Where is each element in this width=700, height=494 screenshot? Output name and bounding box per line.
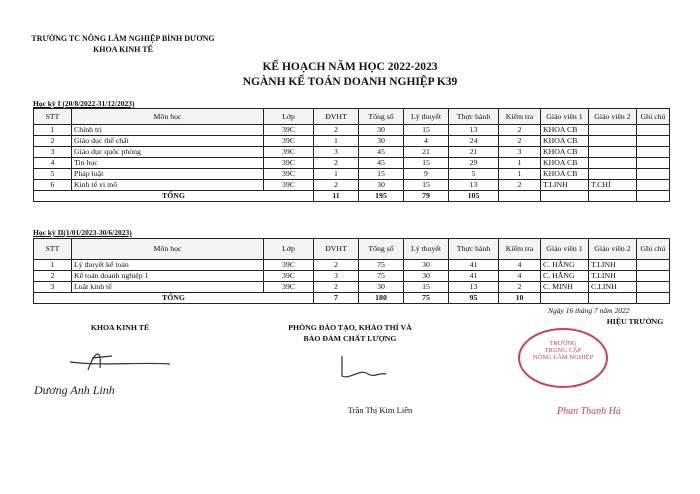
cell-exam: 4 [499, 271, 541, 282]
col-dvht: ĐVHT [314, 109, 359, 125]
col-subject: Môn học [72, 109, 264, 125]
semester-1-table [33, 108, 670, 202]
cell-teacher-1: KHOA CB [541, 136, 589, 147]
total-row [34, 191, 670, 202]
cell-dvht: 1 [314, 169, 359, 180]
col-teacher-1: Giáo viên 1 [541, 239, 589, 260]
cell-note [637, 180, 670, 191]
cell-class: 39C [264, 136, 314, 147]
col-teacher-1: Giáo viên 1 [541, 109, 589, 125]
col-stt: STT [34, 239, 72, 260]
cell-total: 45 [359, 158, 404, 169]
page-subtitle: NGÀNH KẾ TOÁN DOANH NGHIỆP K39 [242, 76, 458, 88]
cell-subject: Chính trị [72, 125, 264, 136]
table-row [34, 169, 670, 180]
col-practice: Thực hành [449, 239, 499, 260]
cell-subject: Pháp luật [72, 169, 264, 180]
cell-total: 30 [359, 125, 404, 136]
total-empty [541, 293, 589, 304]
cell-total: 30 [359, 282, 404, 293]
cell-stt: 1 [34, 260, 72, 271]
page-title: KẾ HOẠCH NĂM HỌC 2022-2023 [262, 61, 438, 73]
table-row [34, 136, 670, 147]
total-empty [589, 293, 637, 304]
cell-class: 39C [264, 282, 314, 293]
training-office-title-2: BẢO ĐẢM CHẤT LƯỢNG [303, 334, 397, 343]
cell-practice: 21 [449, 147, 499, 158]
cell-subject: Lý thuyết kế toán [72, 260, 264, 271]
cell-practice: 13 [449, 180, 499, 191]
cell-subject: Luật kinh tế [72, 282, 264, 293]
table-header-row [34, 109, 670, 125]
school-name: TRƯỜNG TC NÔNG LÂM NGHIỆP BÌNH DƯƠNG [31, 34, 215, 43]
table-row [34, 158, 670, 169]
col-stt: STT [34, 109, 72, 125]
faculty-signature-mark [40, 340, 190, 380]
cell-total: 45 [359, 147, 404, 158]
cell-total: 75 [359, 271, 404, 282]
cell-note [637, 169, 670, 180]
cell-class: 39C [264, 271, 314, 282]
cell-practice: 29 [449, 158, 499, 169]
semester-2-label: Học kỳ II(1/01/2023-30/6/2023) [33, 228, 132, 237]
total-dvht: 7 [314, 293, 359, 304]
cell-note [637, 271, 670, 282]
total-total: 180 [359, 293, 404, 304]
cell-total: 75 [359, 260, 404, 271]
cell-theory: 15 [404, 282, 449, 293]
cell-class: 39C [264, 125, 314, 136]
cell-stt: 3 [34, 147, 72, 158]
cell-stt: 6 [34, 180, 72, 191]
faculty-signer-name: Dương Anh Linh [34, 383, 115, 397]
cell-exam: 2 [499, 136, 541, 147]
col-total: Tổng số [359, 109, 404, 125]
cell-teacher-1: C. HẰNG [541, 260, 589, 271]
cell-practice: 13 [449, 125, 499, 136]
table-row [34, 180, 670, 191]
table-row [34, 271, 670, 282]
training-office-signer: Trần Thị Kim Liên [347, 405, 413, 415]
cell-subject: Giáo dục quốc phòng [72, 147, 264, 158]
cell-teacher-2 [589, 158, 637, 169]
cell-theory: 30 [404, 271, 449, 282]
training-office-title-1: PHÒNG ĐÀO TẠO, KHẢO THÍ VÀ [288, 323, 412, 332]
cell-theory: 15 [404, 125, 449, 136]
training-office-signature [330, 348, 390, 383]
cell-exam: 1 [499, 169, 541, 180]
cell-theory: 21 [404, 147, 449, 158]
cell-class: 39C [264, 180, 314, 191]
cell-dvht: 3 [314, 147, 359, 158]
stamp-line-3: NÔNG LÂM NGHIỆP [532, 354, 594, 361]
cell-theory: 15 [404, 180, 449, 191]
col-class: Lớp [264, 239, 314, 260]
cell-teacher-1: KHOA CB [541, 125, 589, 136]
total-label: TỔNG [34, 191, 314, 202]
col-subject: Môn học [72, 239, 264, 260]
cell-theory: 15 [404, 158, 449, 169]
cell-stt: 1 [34, 125, 72, 136]
cell-total: 30 [359, 136, 404, 147]
cell-theory: 4 [404, 136, 449, 147]
cell-subject: Kinh tế vi mô [72, 180, 264, 191]
cell-dvht: 2 [314, 125, 359, 136]
cell-dvht: 2 [314, 158, 359, 169]
cell-dvht: 2 [314, 180, 359, 191]
cell-class: 39C [264, 169, 314, 180]
cell-total: 15 [359, 169, 404, 180]
col-class: Lớp [264, 109, 314, 125]
cell-exam: 4 [499, 260, 541, 271]
cell-dvht: 2 [314, 260, 359, 271]
cell-stt: 2 [34, 271, 72, 282]
table-header-row [34, 239, 670, 260]
col-exam: Kiểm tra [499, 109, 541, 125]
faculty-name: KHOA KINH TẾ [93, 45, 153, 54]
cell-note [637, 125, 670, 136]
total-label: TỔNG [34, 293, 314, 304]
principal-title: HIỆU TRƯỞNG [606, 317, 664, 326]
faculty-signature-title: KHOA KINH TẾ [90, 323, 150, 332]
cell-note [637, 282, 670, 293]
semester-2-table [33, 238, 670, 304]
cell-note [637, 260, 670, 271]
total-practice: 105 [449, 191, 499, 202]
cell-stt: 4 [34, 158, 72, 169]
col-teacher-2: Giáo viên 2 [589, 239, 637, 260]
semester-1-label: Học kỳ I (20/8/2022-31/12/2023) [33, 99, 135, 108]
total-empty [637, 191, 670, 202]
cell-dvht: 2 [314, 282, 359, 293]
cell-subject: Kế toán doanh nghiệp 1 [72, 271, 264, 282]
cell-teacher-2 [589, 136, 637, 147]
total-theory: 79 [404, 191, 449, 202]
total-row [34, 293, 670, 304]
cell-practice: 41 [449, 260, 499, 271]
cell-teacher-2: C.LINH [589, 282, 637, 293]
cell-subject: Tin học [72, 158, 264, 169]
cell-teacher-2: T.CHÍ [589, 180, 637, 191]
col-teacher-2: Giáo viên 2 [589, 109, 637, 125]
table-row [34, 260, 670, 271]
col-dvht: ĐVHT [314, 239, 359, 260]
col-theory: Lý thuyết [404, 109, 449, 125]
cell-exam: 1 [499, 158, 541, 169]
cell-theory: 9 [404, 169, 449, 180]
total-total: 195 [359, 191, 404, 202]
col-total: Tổng số [359, 239, 404, 260]
col-note: Ghi chú [637, 109, 670, 125]
cell-practice: 5 [449, 169, 499, 180]
cell-teacher-2: T.LINH [589, 271, 637, 282]
total-exam: 10 [499, 293, 541, 304]
cell-exam: 2 [499, 125, 541, 136]
cell-note [637, 147, 670, 158]
cell-stt: 5 [34, 169, 72, 180]
cell-exam: 3 [499, 147, 541, 158]
cell-teacher-2 [589, 169, 637, 180]
cell-dvht: 1 [314, 136, 359, 147]
total-empty [541, 191, 589, 202]
total-dvht: 11 [314, 191, 359, 202]
col-theory: Lý thuyết [404, 239, 449, 260]
cell-teacher-2 [589, 125, 637, 136]
table-row [34, 282, 670, 293]
cell-teacher-1: T.LINH [541, 180, 589, 191]
cell-note [637, 158, 670, 169]
cell-teacher-1: KHOA CB [541, 158, 589, 169]
cell-class: 39C [264, 158, 314, 169]
total-exam [499, 191, 541, 202]
cell-practice: 24 [449, 136, 499, 147]
cell-teacher-1: C. HẰNG [541, 271, 589, 282]
col-practice: Thực hành [449, 109, 499, 125]
stamp-line-1: TRƯỜNG [549, 340, 577, 347]
cell-exam: 2 [499, 180, 541, 191]
cell-class: 39C [264, 260, 314, 271]
cell-teacher-2 [589, 147, 637, 158]
total-practice: 95 [449, 293, 499, 304]
table-row [34, 147, 670, 158]
stamp-line-2: TRUNG CẤP [544, 347, 582, 354]
cell-dvht: 3 [314, 271, 359, 282]
cell-total: 30 [359, 180, 404, 191]
cell-teacher-1: KHOA CB [541, 147, 589, 158]
cell-note [637, 136, 670, 147]
total-empty [637, 293, 670, 304]
col-exam: Kiểm tra [499, 239, 541, 260]
total-empty [589, 191, 637, 202]
school-stamp [518, 328, 608, 388]
cell-teacher-1: KHOA CB [541, 169, 589, 180]
principal-name: Phan Thanh Hà [557, 406, 621, 417]
signing-date: Ngày 16 tháng 7 năm 2022 [548, 306, 630, 315]
cell-theory: 30 [404, 260, 449, 271]
cell-stt: 2 [34, 136, 72, 147]
cell-practice: 13 [449, 282, 499, 293]
total-theory: 75 [404, 293, 449, 304]
cell-stt: 3 [34, 282, 72, 293]
cell-practice: 41 [449, 271, 499, 282]
cell-exam: 2 [499, 282, 541, 293]
cell-teacher-1: C. MINH [541, 282, 589, 293]
col-note: Ghi chú [637, 239, 670, 260]
cell-teacher-2: T.LINH [589, 260, 637, 271]
cell-class: 39C [264, 147, 314, 158]
table-row [34, 125, 670, 136]
cell-subject: Giáo dục thể chất [72, 136, 264, 147]
